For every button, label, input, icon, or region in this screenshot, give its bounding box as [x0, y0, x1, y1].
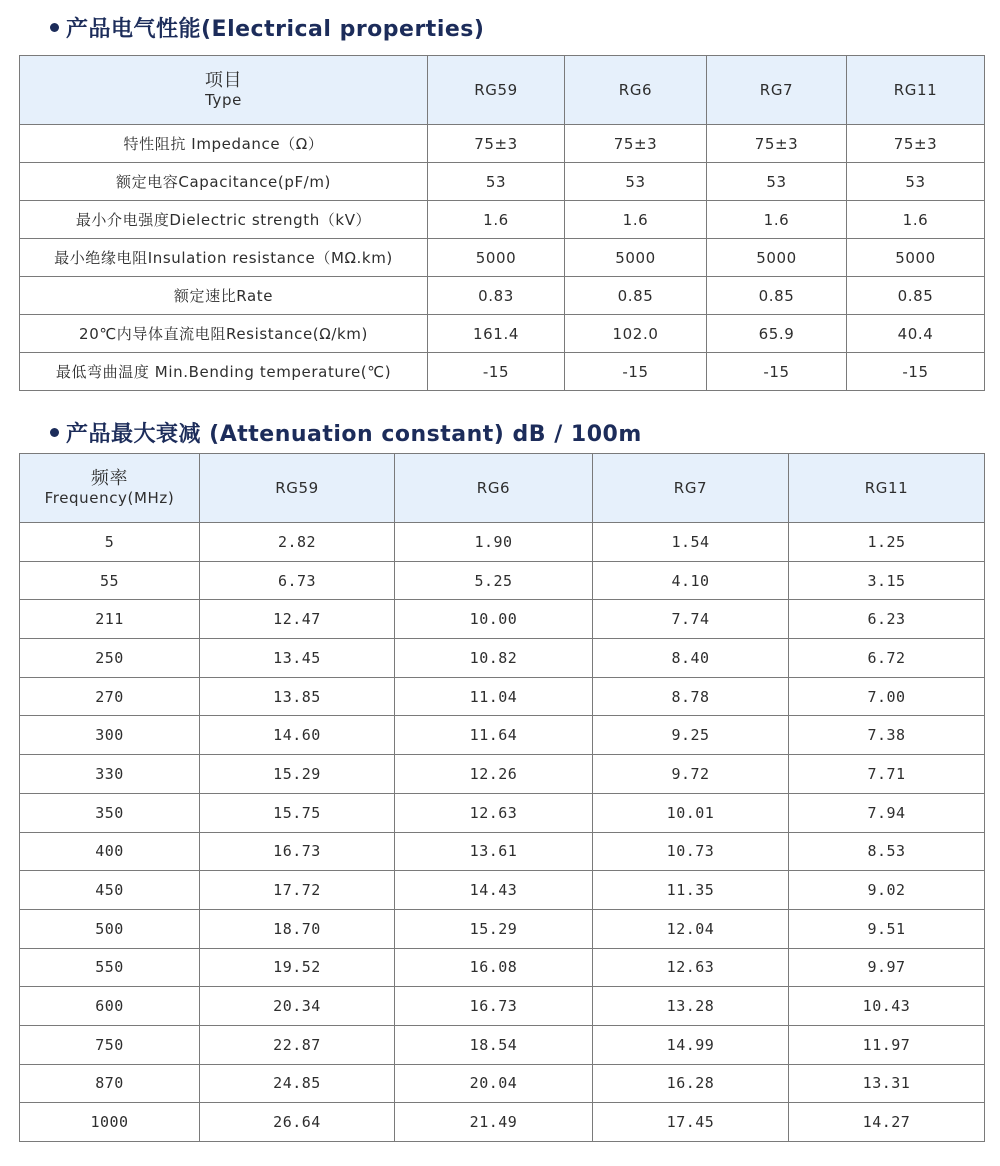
property-label: 最低弯曲温度 Min.Bending temperature(℃): [20, 353, 428, 391]
attenuation-value: 18.70: [200, 909, 395, 948]
attenuation-value: 17.72: [200, 871, 395, 910]
property-value: 5000: [847, 239, 985, 277]
property-value: 1.6: [428, 201, 565, 239]
header-model-rg7: RG7: [707, 56, 847, 125]
electrical-properties-table: [19, 55, 985, 391]
table-row: [20, 1025, 985, 1064]
header-type-cn: 项目: [204, 70, 243, 91]
attenuation-value: 20.34: [200, 987, 395, 1026]
attenuation-value: 16.73: [200, 832, 395, 871]
attenuation-value: 24.85: [200, 1064, 395, 1103]
attenuation-value: 1.25: [789, 523, 985, 562]
electrical-section-title: [50, 12, 484, 43]
header-model-rg7: RG7: [593, 454, 789, 523]
attenuation-value: 14.60: [200, 716, 395, 755]
attenuation-value: 9.72: [593, 755, 789, 794]
frequency-cell: 350: [20, 793, 200, 832]
attenuation-table: [19, 453, 985, 1142]
attenuation-value: 15.29: [200, 755, 395, 794]
table-row: [20, 832, 985, 871]
header-model-rg11: RG11: [847, 56, 985, 125]
property-value: 53: [428, 163, 565, 201]
property-value: 65.9: [707, 315, 847, 353]
table-row: [20, 239, 985, 277]
table-row: [20, 716, 985, 755]
attenuation-value: 9.97: [789, 948, 985, 987]
property-value: 53: [707, 163, 847, 201]
attenuation-value: 7.38: [789, 716, 985, 755]
attenuation-value: 4.10: [593, 561, 789, 600]
table-row: [20, 353, 985, 391]
property-label: 特性阻抗 Impedance（Ω）: [20, 125, 428, 163]
property-value: 53: [847, 163, 985, 201]
table-row: [20, 793, 985, 832]
property-value: 0.85: [707, 277, 847, 315]
property-value: -15: [847, 353, 985, 391]
attenuation-value: 12.26: [395, 755, 593, 794]
attenuation-value: 10.00: [395, 600, 593, 639]
attenuation-value: 10.73: [593, 832, 789, 871]
header-model-rg59: RG59: [200, 454, 395, 523]
frequency-cell: 1000: [20, 1103, 200, 1142]
attenuation-value: 13.28: [593, 987, 789, 1026]
attenuation-value: 16.08: [395, 948, 593, 987]
header-frequency-cell: [20, 454, 200, 523]
attenuation-value: 7.71: [789, 755, 985, 794]
attenuation-value: 14.99: [593, 1025, 789, 1064]
table-row: [20, 163, 985, 201]
attenuation-value: 18.54: [395, 1025, 593, 1064]
attenuation-title-text: 产品最大衰减 (Attenuation constant) dB / 100m: [66, 422, 642, 447]
frequency-cell: 400: [20, 832, 200, 871]
frequency-cell: 300: [20, 716, 200, 755]
property-value: 1.6: [565, 201, 707, 239]
attenuation-value: 5.25: [395, 561, 593, 600]
bullet-dot-icon: [50, 428, 59, 437]
table-row: [20, 948, 985, 987]
table-row: [20, 677, 985, 716]
property-value: 5000: [565, 239, 707, 277]
property-value: 5000: [707, 239, 847, 277]
property-value: 40.4: [847, 315, 985, 353]
attenuation-value: 16.73: [395, 987, 593, 1026]
property-value: -15: [565, 353, 707, 391]
table-row: [20, 523, 985, 562]
table-row: [20, 201, 985, 239]
electrical-title-text: 产品电气性能(Electrical properties): [66, 17, 485, 42]
attenuation-value: 12.04: [593, 909, 789, 948]
attenuation-value: 1.54: [593, 523, 789, 562]
attenuation-value: 2.82: [200, 523, 395, 562]
property-value: 0.85: [847, 277, 985, 315]
frequency-cell: 870: [20, 1064, 200, 1103]
property-label: 最小绝缘电阻Insulation resistance（MΩ.km): [20, 239, 428, 277]
property-value: 1.6: [707, 201, 847, 239]
frequency-cell: 750: [20, 1025, 200, 1064]
attenuation-value: 11.04: [395, 677, 593, 716]
frequency-cell: 270: [20, 677, 200, 716]
attenuation-value: 10.43: [789, 987, 985, 1026]
attenuation-value: 12.63: [593, 948, 789, 987]
property-value: -15: [707, 353, 847, 391]
property-value: 0.85: [565, 277, 707, 315]
attenuation-value: 6.73: [200, 561, 395, 600]
attenuation-value: 1.90: [395, 523, 593, 562]
property-value: 75±3: [847, 125, 985, 163]
attenuation-value: 12.47: [200, 600, 395, 639]
header-frequency-cn: 频率: [90, 468, 129, 489]
frequency-cell: 250: [20, 639, 200, 678]
table-row: [20, 315, 985, 353]
attenuation-value: 6.23: [789, 600, 985, 639]
property-value: 5000: [428, 239, 565, 277]
attenuation-value: 10.01: [593, 793, 789, 832]
attenuation-value: 9.25: [593, 716, 789, 755]
attenuation-value: 16.28: [593, 1064, 789, 1103]
header-model-rg6: RG6: [395, 454, 593, 523]
attenuation-value: 7.94: [789, 793, 985, 832]
property-value: 53: [565, 163, 707, 201]
attenuation-value: 3.15: [789, 561, 985, 600]
attenuation-value: 15.75: [200, 793, 395, 832]
attenuation-value: 20.04: [395, 1064, 593, 1103]
attenuation-value: 26.64: [200, 1103, 395, 1142]
attenuation-value: 15.29: [395, 909, 593, 948]
attenuation-value: 13.45: [200, 639, 395, 678]
property-label: 额定电容Capacitance(pF/m): [20, 163, 428, 201]
table-row: [20, 755, 985, 794]
attenuation-value: 22.87: [200, 1025, 395, 1064]
header-frequency-en: Frequency(MHz): [44, 489, 175, 507]
table-row: [20, 561, 985, 600]
attenuation-value: 13.85: [200, 677, 395, 716]
frequency-cell: 550: [20, 948, 200, 987]
table-row: [20, 277, 985, 315]
header-model-rg11: RG11: [789, 454, 985, 523]
property-value: 1.6: [847, 201, 985, 239]
frequency-cell: 500: [20, 909, 200, 948]
table-row: [20, 125, 985, 163]
frequency-cell: 5: [20, 523, 200, 562]
property-label: 20℃内导体直流电阻Resistance(Ω/km): [20, 315, 428, 353]
attenuation-value: 8.53: [789, 832, 985, 871]
attenuation-value: 11.35: [593, 871, 789, 910]
table-row: [20, 1103, 985, 1142]
attenuation-value: 6.72: [789, 639, 985, 678]
electrical-header-row: [20, 56, 985, 125]
attenuation-value: 7.74: [593, 600, 789, 639]
property-value: 102.0: [565, 315, 707, 353]
attenuation-value: 14.43: [395, 871, 593, 910]
attenuation-value: 13.31: [789, 1064, 985, 1103]
attenuation-value: 11.97: [789, 1025, 985, 1064]
attenuation-value: 9.51: [789, 909, 985, 948]
attenuation-value: 17.45: [593, 1103, 789, 1142]
attenuation-value: 19.52: [200, 948, 395, 987]
property-value: 0.83: [428, 277, 565, 315]
attenuation-value: 7.00: [789, 677, 985, 716]
table-row: [20, 871, 985, 910]
frequency-cell: 600: [20, 987, 200, 1026]
property-value: 75±3: [565, 125, 707, 163]
attenuation-value: 13.61: [395, 832, 593, 871]
header-model-rg59: RG59: [428, 56, 565, 125]
header-type-cell: [20, 56, 428, 125]
attenuation-header-row: [20, 454, 985, 523]
frequency-cell: 450: [20, 871, 200, 910]
attenuation-section-title: [50, 417, 642, 448]
attenuation-value: 9.02: [789, 871, 985, 910]
frequency-cell: 211: [20, 600, 200, 639]
frequency-cell: 55: [20, 561, 200, 600]
property-value: -15: [428, 353, 565, 391]
property-label: 额定速比Rate: [20, 277, 428, 315]
table-row: [20, 1064, 985, 1103]
table-row: [20, 639, 985, 678]
attenuation-value: 14.27: [789, 1103, 985, 1142]
attenuation-value: 21.49: [395, 1103, 593, 1142]
property-value: 75±3: [428, 125, 565, 163]
table-row: [20, 600, 985, 639]
header-type-en: Type: [205, 91, 242, 109]
table-row: [20, 987, 985, 1026]
attenuation-value: 11.64: [395, 716, 593, 755]
attenuation-value: 12.63: [395, 793, 593, 832]
table-row: [20, 909, 985, 948]
property-value: 161.4: [428, 315, 565, 353]
property-value: 75±3: [707, 125, 847, 163]
property-label: 最小介电强度Dielectric strength（kV）: [20, 201, 428, 239]
attenuation-value: 8.40: [593, 639, 789, 678]
frequency-cell: 330: [20, 755, 200, 794]
attenuation-value: 8.78: [593, 677, 789, 716]
attenuation-value: 10.82: [395, 639, 593, 678]
header-model-rg6: RG6: [565, 56, 707, 125]
bullet-dot-icon: [50, 23, 59, 32]
